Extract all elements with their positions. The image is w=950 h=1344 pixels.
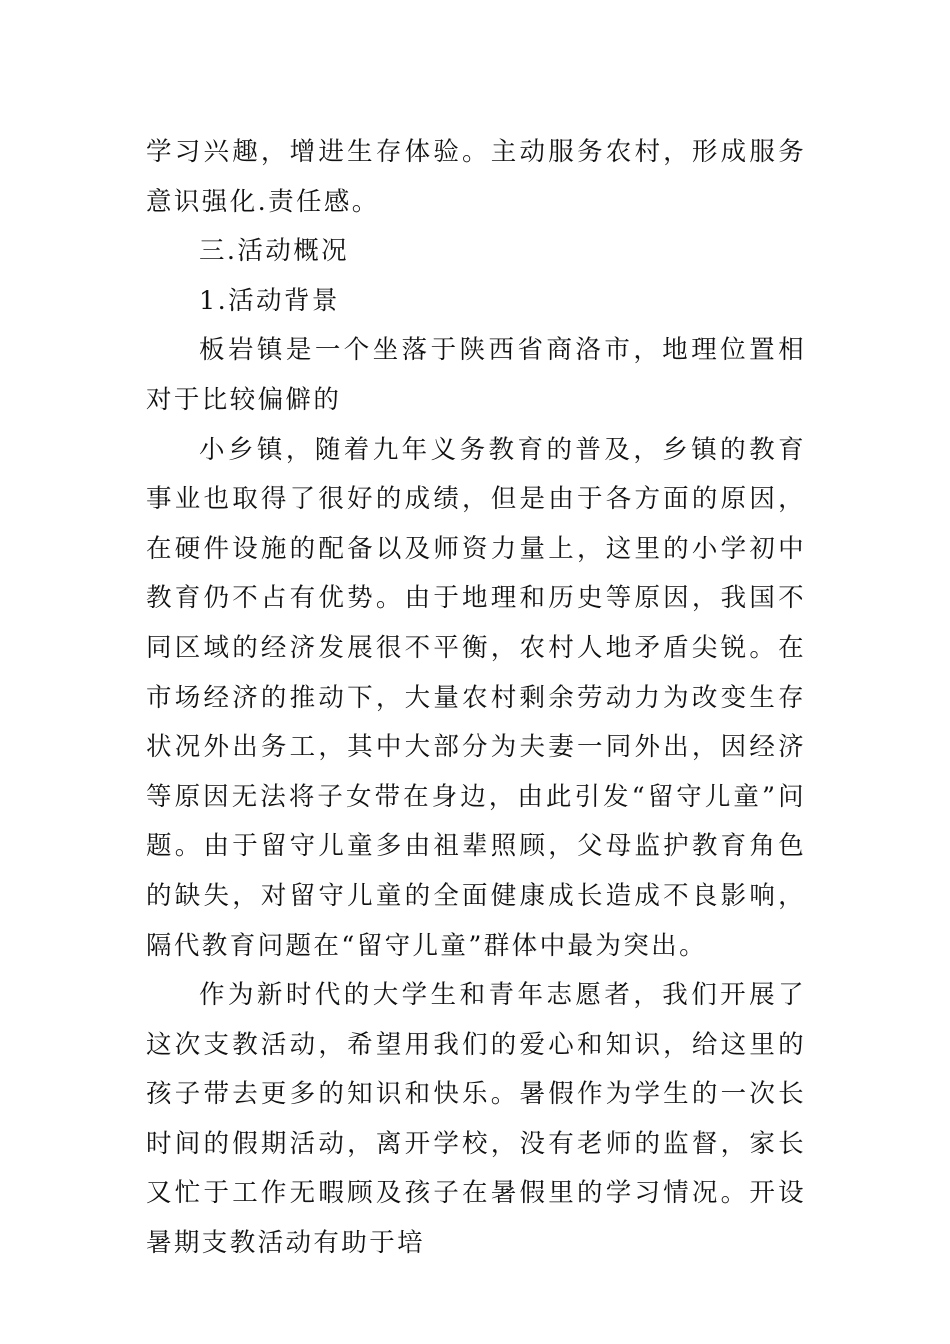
paragraph-location: 板岩镇是一个坐落于陕西省商洛市，地理位置相对于比较偏僻的	[146, 335, 806, 415]
paragraph-purpose: 作为新时代的大学生和青年志愿者，我们开展了这次支教活动，希望用我们的爱心和知识，给这里的孩子带去更多的知识和快乐。暑假作为学生的一次长时间的假期活动，离开学校，没有老师的监督，家长又忙于工作无暇顾及孩子在暑假里的学习情况。开设暑期支教活动有助于培	[146, 980, 806, 1259]
section-heading-activity-overview: 三.活动概况	[199, 236, 350, 267]
subsection-heading-activity-background: 1.活动背景	[199, 285, 340, 316]
document-page	[146, 128, 806, 1269]
paragraph-intro-continuation: 学习兴趣，增进生存体验。主动服务农村，形成服务意识强化.责任感。	[146, 137, 806, 217]
paragraph-background: 小乡镇，随着九年义务教育的普及，乡镇的教育事业也取得了很好的成绩，但是由于各方面的原因，在硬件设施的配备以及师资力量上，这里的小学初中教育仍不占有优势。由于地理和历史等原因，我国不同区域的经济发展很不平衡，农村人地矛盾尖锐。在市场经济的推动下，大量农村剩余劳动力为改变生存状况外出务工，其中大部分为夫妻一同外出，因经济等原因无法将子女带在身边，由此引发“留守儿童”问题。由于留守儿童多由祖辈照顾，父母监护教育角色的缺失，对留守儿童的全面健康成长造成不良影响，隔代教育问题在“留守儿童”群体中最为突出。	[146, 434, 806, 961]
